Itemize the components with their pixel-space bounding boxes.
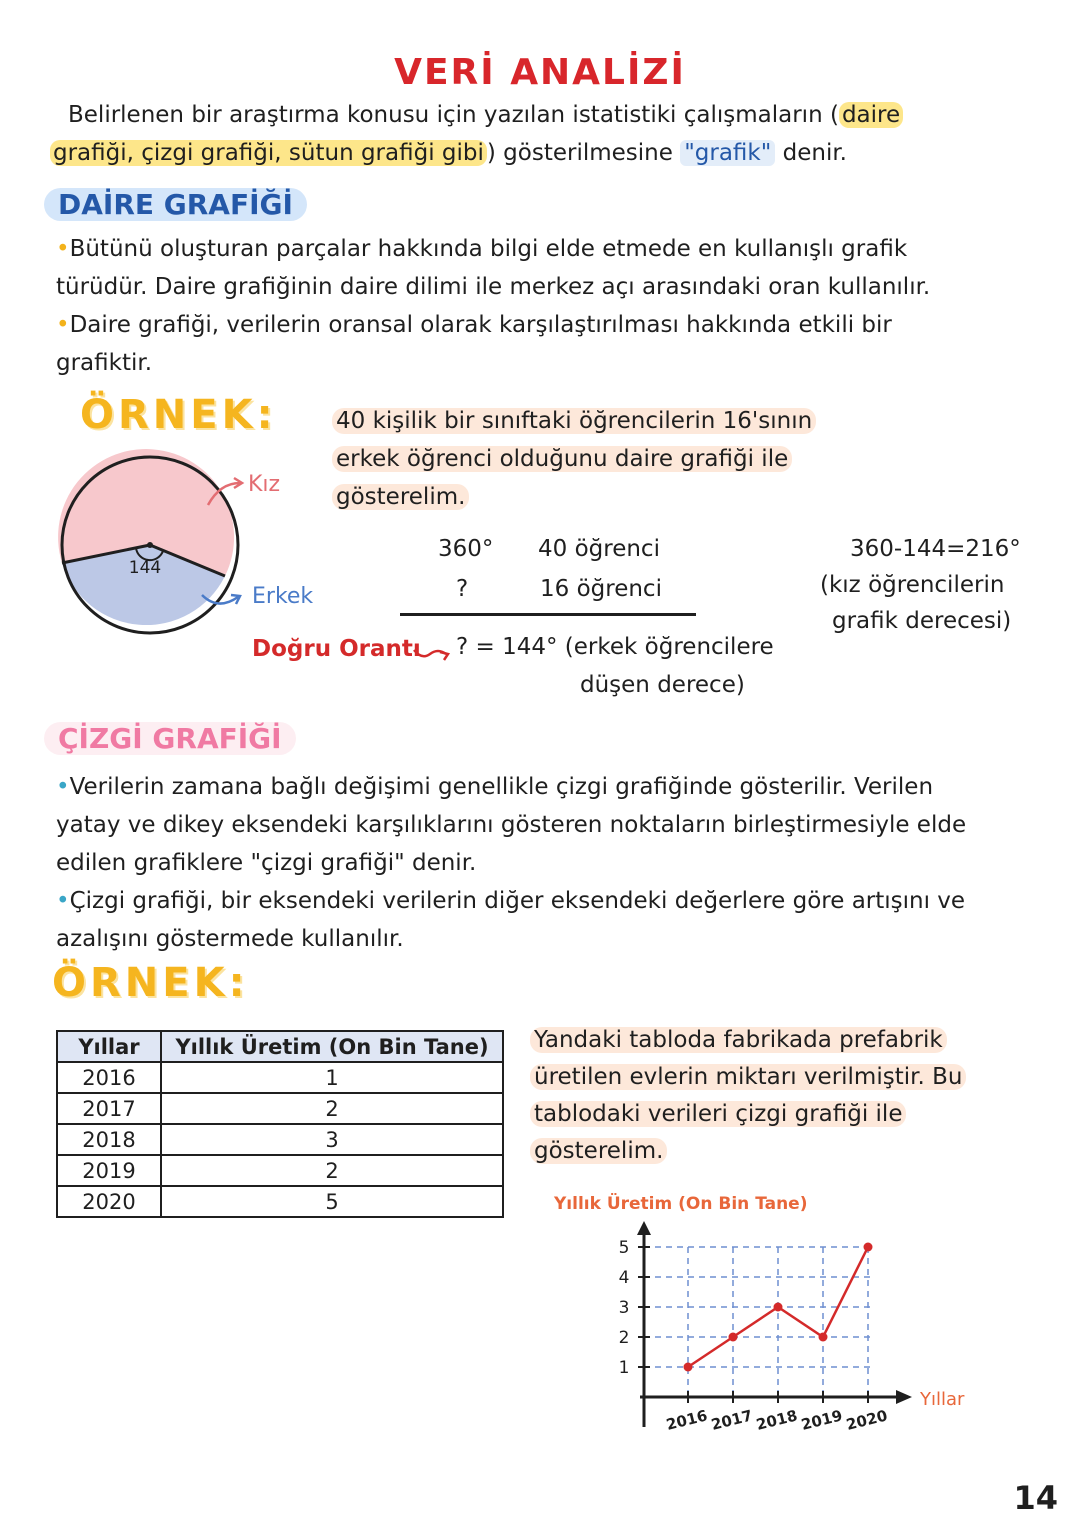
table-row: [57, 1155, 503, 1186]
table-cell-year: 2020: [57, 1186, 161, 1217]
daire-heading: DAİRE GRAFİĞİ: [44, 188, 307, 221]
table-row: [57, 1093, 503, 1124]
table-cell-year: 2018: [57, 1124, 161, 1155]
ratio-divider: [400, 613, 696, 616]
y-axis-arrow-icon: [637, 1221, 651, 1235]
y-tick-label: 2: [618, 1328, 630, 1348]
cizgi-problem-line-3: tablodaki verileri çizgi grafiği ile: [530, 1101, 906, 1127]
table-cell-year: 2016: [57, 1062, 161, 1093]
bullet-dot-icon: •: [56, 312, 70, 338]
table-header-row: [57, 1031, 503, 1062]
daire-problem-line-2: erkek öğrenci olduğunu daire grafiği ile: [332, 446, 792, 472]
data-point: [774, 1303, 783, 1312]
cizgi-bullet-1-line-1: Verilerin zamana bağlı değişimi genellikle çizgi grafiğinde gösterilir. Verilen: [69, 774, 934, 800]
cizgi-problem-line-1: Yandaki tabloda fabrikada prefabrik: [530, 1027, 947, 1053]
intro-highlight-2: grafiği, çizgi grafiği, sütun grafiği gibi: [50, 140, 487, 166]
table-cell-value: 2: [161, 1093, 503, 1124]
angle-label: 144: [128, 558, 162, 578]
page-title: VERİ ANALİZİ: [394, 52, 686, 93]
ratio-r1-c2: 40 öğrenci: [538, 536, 660, 562]
proportion-label: Doğru Orantı: [252, 636, 421, 662]
data-point: [864, 1243, 873, 1252]
daire-bullet-2-line-1: Daire grafiği, verilerin oransal olarak karşılaştırılması hakkında etkili bir: [69, 312, 892, 338]
daire-problem-line-1: 40 kişilik bir sınıftaki öğrencilerin 16'sının: [332, 408, 816, 434]
cizgi-bullet-2-line-1: Çizgi grafiği, bir eksendeki verilerin diğer eksendeki değerlere göre artışını ve: [69, 888, 966, 914]
cizgi-problem-line-2: üretilen evlerin miktarı verilmiştir. Bu: [530, 1064, 966, 1090]
chart-grid: [644, 1247, 872, 1397]
chart-x-axis-label: Yıllar: [920, 1389, 965, 1410]
daire-bullet-1-line-2: türüdür. Daire grafiğinin daire dilimi ile merkez açı arasındaki oran kullanılır.: [56, 274, 931, 300]
cizgi-heading: ÇİZGİ GRAFİĞİ: [44, 722, 296, 755]
proportion-arrow-icon: [412, 644, 452, 664]
table-cell-value: 2: [161, 1155, 503, 1186]
intro-highlight-1: daire: [839, 102, 903, 128]
cizgi-bullet-2-line-2: azalışını göstermede kullanılır.: [56, 926, 404, 952]
line-chart: [540, 1185, 980, 1445]
y-tick-label: 4: [618, 1268, 630, 1288]
cizgi-problem: [530, 1022, 1050, 1170]
table-header-production: Yıllık Üretim (On Bin Tane): [161, 1031, 503, 1062]
daire-problem-line-3: gösterelim.: [332, 484, 469, 510]
result-line-2: düşen derece): [580, 672, 745, 698]
example-label-2: ÖRNEK:: [52, 960, 249, 1006]
table-cell-value: 3: [161, 1124, 503, 1155]
daire-bullet-1: [56, 230, 1046, 382]
table-row: [57, 1124, 503, 1155]
table-cell-value: 1: [161, 1062, 503, 1093]
cizgi-bullet-1-line-2: yatay ve dikey eksendeki karşılıklarını gösteren noktaların birleştirmesiyle elde: [56, 812, 967, 838]
kiz-label: Kız: [248, 472, 281, 497]
table-cell-year: 2019: [57, 1155, 161, 1186]
page-number: 14: [1013, 1479, 1058, 1517]
daire-bullet-1-line-1: Bütünü oluşturan parçalar hakkında bilgi elde etmede en kullanışlı grafik: [69, 236, 908, 262]
x-tick-label: 2016: [664, 1406, 710, 1434]
daire-bullet-2-line-2: grafiktir.: [56, 350, 153, 376]
intro-line-2: [50, 134, 1030, 172]
x-tick-label: 2020: [844, 1406, 890, 1434]
y-tick-label: 3: [618, 1298, 630, 1318]
pie-center-dot: [147, 542, 153, 548]
x-tick-label: 2017: [709, 1406, 755, 1434]
daire-problem: [332, 402, 892, 516]
ratio-r2-c1: ?: [456, 576, 469, 602]
result-line-1: ? = 144° (erkek öğrencilere: [456, 634, 774, 660]
intro-text-3: denir.: [775, 140, 847, 166]
kiz-calc-line-1: 360-144=216°: [850, 536, 1021, 562]
cizgi-problem-line-4: gösterelim.: [530, 1138, 667, 1164]
table-row: [57, 1062, 503, 1093]
chart-y-axis-label: Yıllık Üretim (On Bin Tane): [554, 1194, 808, 1214]
x-tick-label: 2018: [754, 1406, 800, 1434]
intro-text-1: Belirlenen bir araştırma konusu için yazılan istatistiki çalışmaların (: [68, 102, 839, 128]
bullet-dot-icon: •: [56, 236, 70, 262]
intro-text-2: ) gösterilmesine: [486, 140, 681, 166]
data-point: [729, 1333, 738, 1342]
example-label-1: ÖRNEK:: [80, 392, 277, 438]
cizgi-bullet-1-line-3: edilen grafiklere "çizgi grafiği" denir.: [56, 850, 477, 876]
bullet-dot-icon: •: [56, 888, 70, 914]
kiz-calc-line-2: (kız öğrencilerin: [820, 572, 1005, 598]
table-cell-year: 2017: [57, 1093, 161, 1124]
y-tick-label: 1: [618, 1358, 630, 1378]
kiz-calc-line-3: grafik derecesi): [832, 608, 1012, 634]
x-tick-label: 2019: [799, 1406, 845, 1434]
intro-line-1: [68, 96, 1028, 134]
intro-keyword: "grafik": [680, 140, 775, 166]
data-table: [56, 1030, 504, 1218]
ratio-r1-c1: 360°: [438, 536, 494, 562]
cizgi-bullets: [56, 768, 1056, 958]
y-tick-label: 5: [618, 1238, 630, 1258]
pie-chart: [50, 445, 350, 645]
bullet-dot-icon: •: [56, 774, 70, 800]
x-axis-arrow-icon: [896, 1390, 912, 1404]
table-row: [57, 1186, 503, 1217]
ratio-r2-c2: 16 öğrenci: [540, 576, 662, 602]
data-point: [684, 1363, 693, 1372]
table-cell-value: 5: [161, 1186, 503, 1217]
data-point: [819, 1333, 828, 1342]
table-header-years: Yıllar: [57, 1031, 161, 1062]
erkek-label: Erkek: [252, 584, 314, 609]
